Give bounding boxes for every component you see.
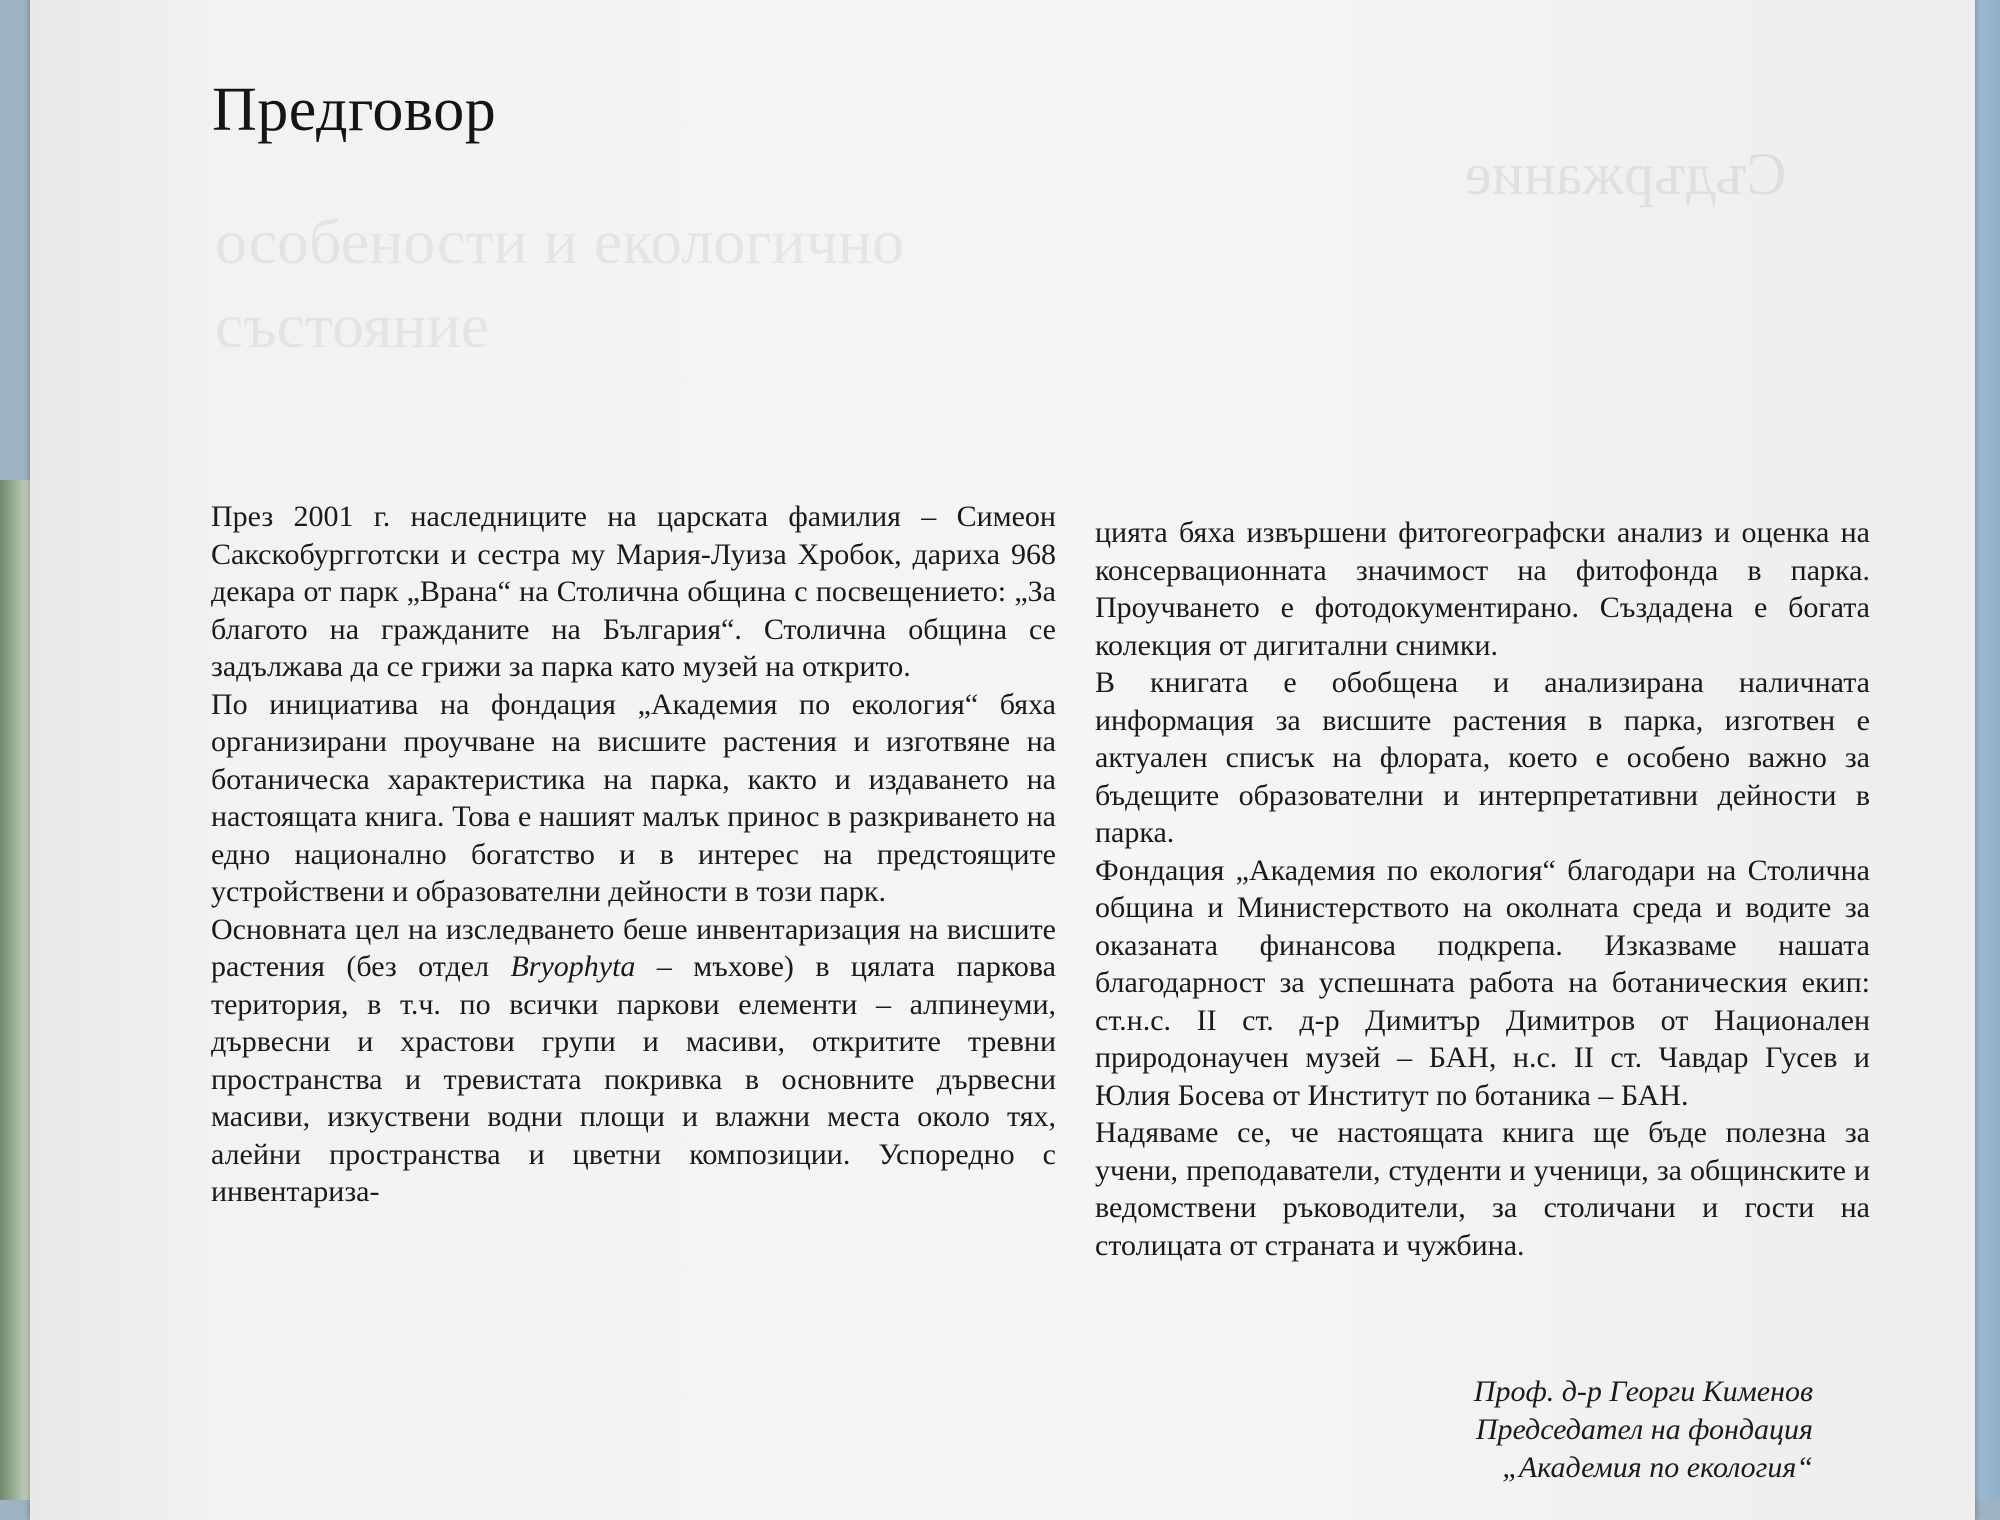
paragraph: цията бяха извършени фитогеографски анализ и оценка на консервационната значимост на фитофонда в парка. Проучването е фотодокументирано. Създадена е богата колекция от дигитални снимки. [1095,516,1870,662]
left-column [211,498,1056,1211]
paragraph: По инициатива на фондация „Академия по екология“ бяха организирани проучване на висшите растения и изготвяне на ботаническа характеристика на парка, както и издаването на настоящата книга. Това е нашият малък принос в разкриването на едно национално богатство и в интерес на предстоящите устройствени и образователни дейности в този парк. [211,687,1056,908]
paragraph-text: – мъхове) в цялата паркова територия, в т.ч. по всички паркови елементи – алпинеуми, дървесни и храстови групи и масиви, откритите тревни пространства и тревистата покривка в основните дървесни масиви, изкуствени водни площи и влажни места около тях, алейни пространства и цветни композиции. Успоредно с инвентариза- [211,950,1056,1208]
latin-name: Bryophyta [510,950,636,983]
paragraph [211,911,1056,1211]
paragraph: Надяваме се, че настоящата книга ще бъде полезна за учени, преподаватели, студенти и ученици, за общинските и ведомствени ръководители, за столичани и гости на столицата от страната и чужбина. [1095,1116,1870,1262]
signature-block [1474,1373,1813,1487]
paragraph: Фондация „Академия по екология“ благодари на Столична община и Министерството на околната среда и водите за оказаната финансова подкрепа. Изказваме нашата благодарност за успешната работа на ботаническия екип: ст.н.с. II ст. д-р Димитър Димитров от Национален природонаучен музей – БАН, н.с. II ст. Чавдар Гусев и Юлия Босева от Институт по ботаника – БАН. [1095,853,1870,1112]
signature-role: Председател на фондация [1475,1413,1813,1446]
signature-name: Проф. д-р Георги Кименов [1473,1375,1813,1408]
paragraph: В книгата е обобщена и анализирана наличната информация за висшите растения в парка, изготвен е актуален списък на флората, което е особено важно за бъдещите образователни и интерпретативни дейности в парка. [1095,666,1870,849]
show-through-heading: Съдържание [1465,141,1787,207]
book-page [30,0,1975,1520]
page-title: Предговор [212,76,497,144]
signature-org: „Академия по екология“ [1502,1451,1813,1484]
right-column [1095,514,1870,1264]
paragraph-text: Основната цел на изследването беше инвентаризация на висшите растения (без отдел [211,912,1056,983]
paragraph: През 2001 г. наследниците на царската фамилия – Симеон Сакскобургготски и сестра му Мария-Луиза Хробок, дариха 968 декара от парк „Врана“ на Столична община с посвещението: „За благото на гражданите на България“. Столична община се задължава да се грижи за парка като музей на открито. [211,500,1056,683]
show-through-text: особености и екологично състояние [215,206,905,361]
